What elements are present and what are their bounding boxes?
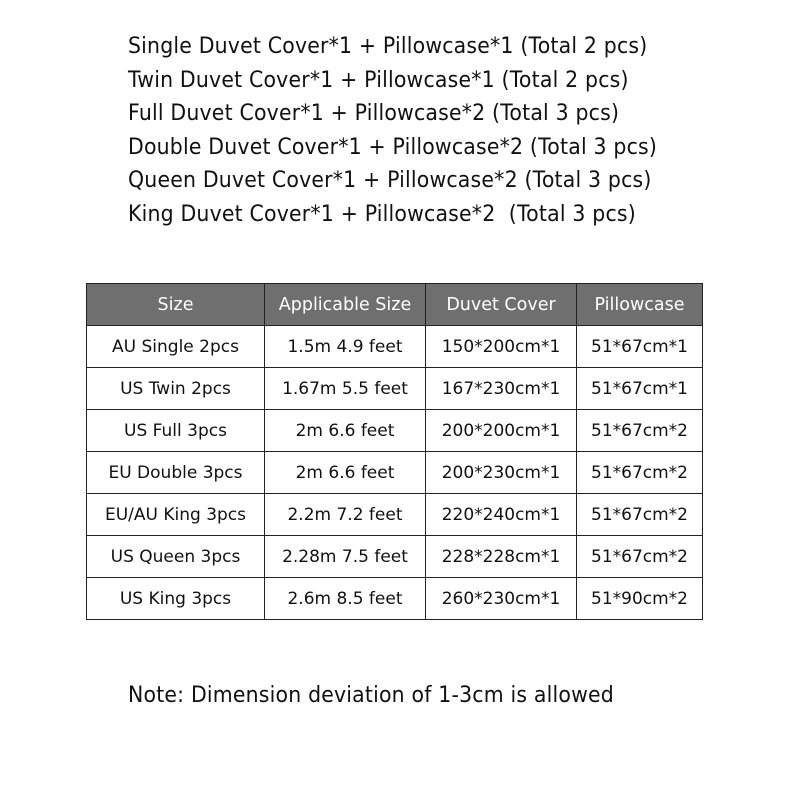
cell-size: US Queen 3pcs xyxy=(87,536,265,578)
table-header-row xyxy=(87,284,703,326)
cell-pillowcase: 51*90cm*2 xyxy=(577,578,703,620)
cell-pillowcase: 51*67cm*1 xyxy=(577,326,703,368)
set-contents-list xyxy=(128,30,697,231)
cell-duvet-cover: 260*230cm*1 xyxy=(426,578,577,620)
table-row xyxy=(87,368,703,410)
cell-size: US Full 3pcs xyxy=(87,410,265,452)
cell-duvet-cover: 228*228cm*1 xyxy=(426,536,577,578)
table-row xyxy=(87,452,703,494)
cell-applicable-size: 2.2m 7.2 feet xyxy=(265,494,426,536)
cell-duvet-cover: 220*240cm*1 xyxy=(426,494,577,536)
cell-applicable-size: 2m 6.6 feet xyxy=(265,452,426,494)
header-pillowcase: Pillowcase xyxy=(577,284,703,326)
size-table xyxy=(86,283,703,620)
set-line-single: Single Duvet Cover*1 + Pillowcase*1 (Total 2 pcs) xyxy=(128,34,648,59)
cell-pillowcase: 51*67cm*2 xyxy=(577,536,703,578)
set-line-king: King Duvet Cover*1 + Pillowcase*2 (Total 3 pcs) xyxy=(128,201,636,227)
table-row xyxy=(87,494,703,536)
cell-pillowcase: 51*67cm*2 xyxy=(577,452,703,494)
table-row xyxy=(87,326,703,368)
cell-size: EU Double 3pcs xyxy=(87,452,265,494)
cell-pillowcase: 51*67cm*2 xyxy=(577,410,703,452)
table-row xyxy=(87,410,703,452)
cell-duvet-cover: 167*230cm*1 xyxy=(426,368,577,410)
cell-pillowcase: 51*67cm*1 xyxy=(577,368,703,410)
cell-duvet-cover: 200*200cm*1 xyxy=(426,410,577,452)
deviation-note: Note: Dimension deviation of 1-3cm is allowed xyxy=(128,683,614,708)
cell-applicable-size: 2.28m 7.5 feet xyxy=(265,536,426,578)
cell-applicable-size: 2m 6.6 feet xyxy=(265,410,426,452)
cell-size: AU Single 2pcs xyxy=(87,326,265,368)
set-line-twin: Twin Duvet Cover*1 + Pillowcase*1 (Total 2 pcs) xyxy=(128,67,629,93)
cell-pillowcase: 51*67cm*2 xyxy=(577,494,703,536)
cell-applicable-size: 2.6m 8.5 feet xyxy=(265,578,426,620)
set-line-double: Double Duvet Cover*1 + Pillowcase*2 (Total 3 pcs) xyxy=(128,134,658,160)
cell-size: EU/AU King 3pcs xyxy=(87,494,265,536)
header-duvet-cover: Duvet Cover xyxy=(426,284,577,326)
cell-duvet-cover: 200*230cm*1 xyxy=(426,452,577,494)
cell-size: US King 3pcs xyxy=(87,578,265,620)
set-line-full: Full Duvet Cover*1 + Pillowcase*2 (Total 3 pcs) xyxy=(128,101,620,126)
table-row xyxy=(87,536,703,578)
cell-applicable-size: 1.67m 5.5 feet xyxy=(265,368,426,410)
cell-duvet-cover: 150*200cm*1 xyxy=(426,326,577,368)
table-row xyxy=(87,578,703,620)
cell-size: US Twin 2pcs xyxy=(87,368,265,410)
header-applicable-size: Applicable Size xyxy=(265,284,426,326)
set-line-queen: Queen Duvet Cover*1 + Pillowcase*2 (Total 3 pcs) xyxy=(128,168,652,193)
cell-applicable-size: 1.5m 4.9 feet xyxy=(265,326,426,368)
header-size: Size xyxy=(87,284,265,326)
